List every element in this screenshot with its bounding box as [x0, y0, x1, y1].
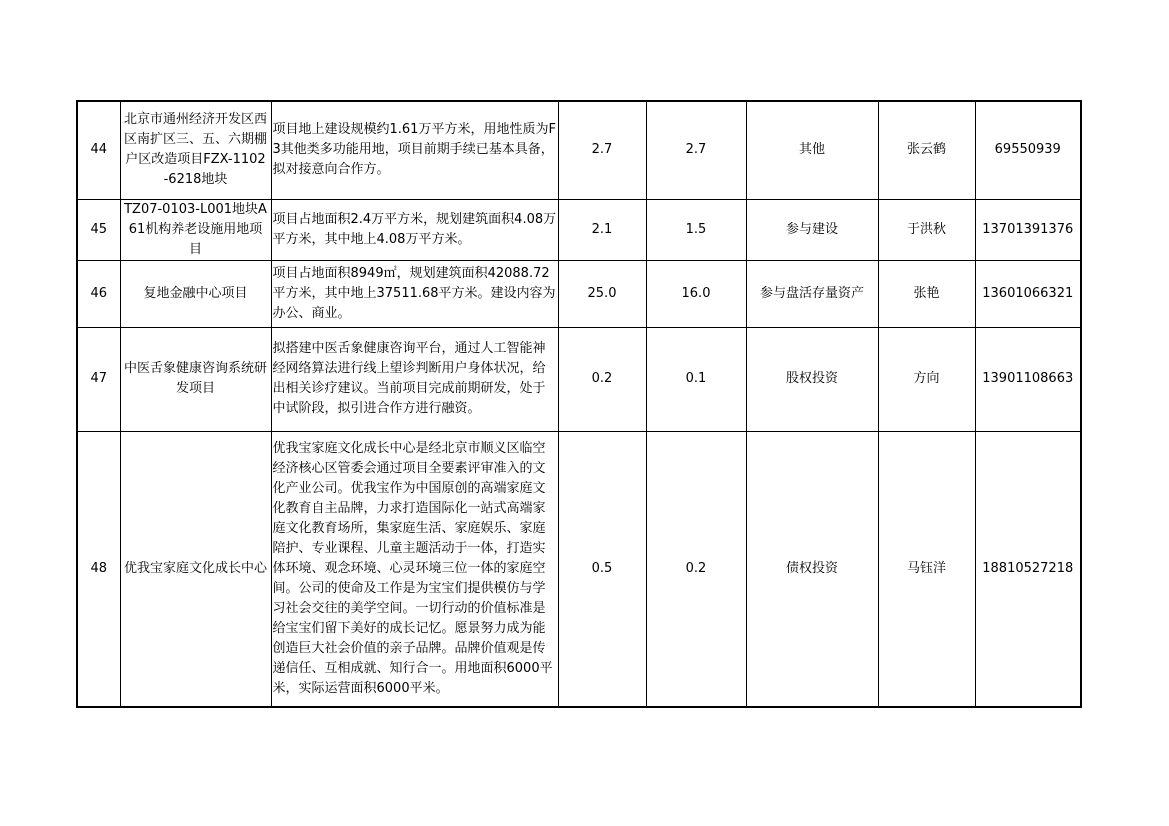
contact-person: 方向: [878, 327, 975, 431]
project-name: 复地金融中心项目: [120, 260, 271, 327]
value-2: 0.2: [646, 431, 746, 707]
contact-phone: 18810527218: [975, 431, 1081, 707]
table-row: [77, 431, 1081, 707]
project-description: 项目占地面积8949㎡，规划建筑面积42088.72平方米，其中地上37511.68平方米。建设内容为办公、商业。: [271, 260, 558, 327]
table-row: [77, 327, 1081, 431]
row-number: 44: [77, 101, 120, 199]
value-1: 0.2: [558, 327, 646, 431]
cooperation-mode: 股权投资: [746, 327, 878, 431]
table-row: [77, 260, 1081, 327]
contact-person: 张云鹤: [878, 101, 975, 199]
project-description: 项目占地面积2.4万平方米，规划建筑面积4.08万平方米，其中地上4.08万平方米。: [271, 199, 558, 260]
project-name: 北京市通州经济开发区西区南扩区三、五、六期棚户区改造项目FZX-1102-6218地块: [120, 101, 271, 199]
cooperation-mode: 参与建设: [746, 199, 878, 260]
project-name: TZ07-0103-L001地块A61机构养老设施用地项目: [120, 199, 271, 260]
row-number: 47: [77, 327, 120, 431]
contact-person: 马钰洋: [878, 431, 975, 707]
value-1: 2.1: [558, 199, 646, 260]
contact-person: 张艳: [878, 260, 975, 327]
contact-phone: 13601066321: [975, 260, 1081, 327]
project-table: [76, 100, 1082, 708]
value-1: 0.5: [558, 431, 646, 707]
table-row: [77, 101, 1081, 199]
value-2: 2.7: [646, 101, 746, 199]
value-1: 25.0: [558, 260, 646, 327]
table-row: [77, 199, 1081, 260]
project-description: 拟搭建中医舌象健康咨询平台，通过人工智能神经网络算法进行线上望诊判断用户身体状况，给出相关诊疗建议。当前项目完成前期研发，处于中试阶段，拟引进合作方进行融资。: [271, 327, 558, 431]
project-name: 中医舌象健康咨询系统研发项目: [120, 327, 271, 431]
value-1: 2.7: [558, 101, 646, 199]
row-number: 48: [77, 431, 120, 707]
project-name: 优我宝家庭文化成长中心: [120, 431, 271, 707]
contact-phone: 13701391376: [975, 199, 1081, 260]
contact-phone: 69550939: [975, 101, 1081, 199]
contact-person: 于洪秋: [878, 199, 975, 260]
project-description: 项目地上建设规模约1.61万平方米，用地性质为F3其他类多功能用地，项目前期手续已基本具备，拟对接意向合作方。: [271, 101, 558, 199]
cooperation-mode: 其他: [746, 101, 878, 199]
cooperation-mode: 参与盘活存量资产: [746, 260, 878, 327]
cooperation-mode: 债权投资: [746, 431, 878, 707]
row-number: 46: [77, 260, 120, 327]
value-2: 0.1: [646, 327, 746, 431]
value-2: 1.5: [646, 199, 746, 260]
project-description: 优我宝家庭文化成长中心是经北京市顺义区临空经济核心区管委会通过项目全要素评审准入的文化产业公司。优我宝作为中国原创的高端家庭文化教育自主品牌，力求打造国际化一站式高端家庭文化教育场所，集家庭生活、家庭娱乐、家庭陪护、专业课程、儿童主题活动于一体，打造实体环境、观念环境、心灵环境三位一体的家庭空间。公司的使命及工作是为宝宝们提供模仿与学习社会交往的美学空间。一切行动的价值标准是给宝宝们留下美好的成长记忆。愿景努力成为能创造巨大社会价值的亲子品牌。品牌价值观是传递信任、互相成就、知行合一。用地面积6000平米，实际运营面积6000平米。: [271, 431, 558, 707]
contact-phone: 13901108663: [975, 327, 1081, 431]
value-2: 16.0: [646, 260, 746, 327]
row-number: 45: [77, 199, 120, 260]
